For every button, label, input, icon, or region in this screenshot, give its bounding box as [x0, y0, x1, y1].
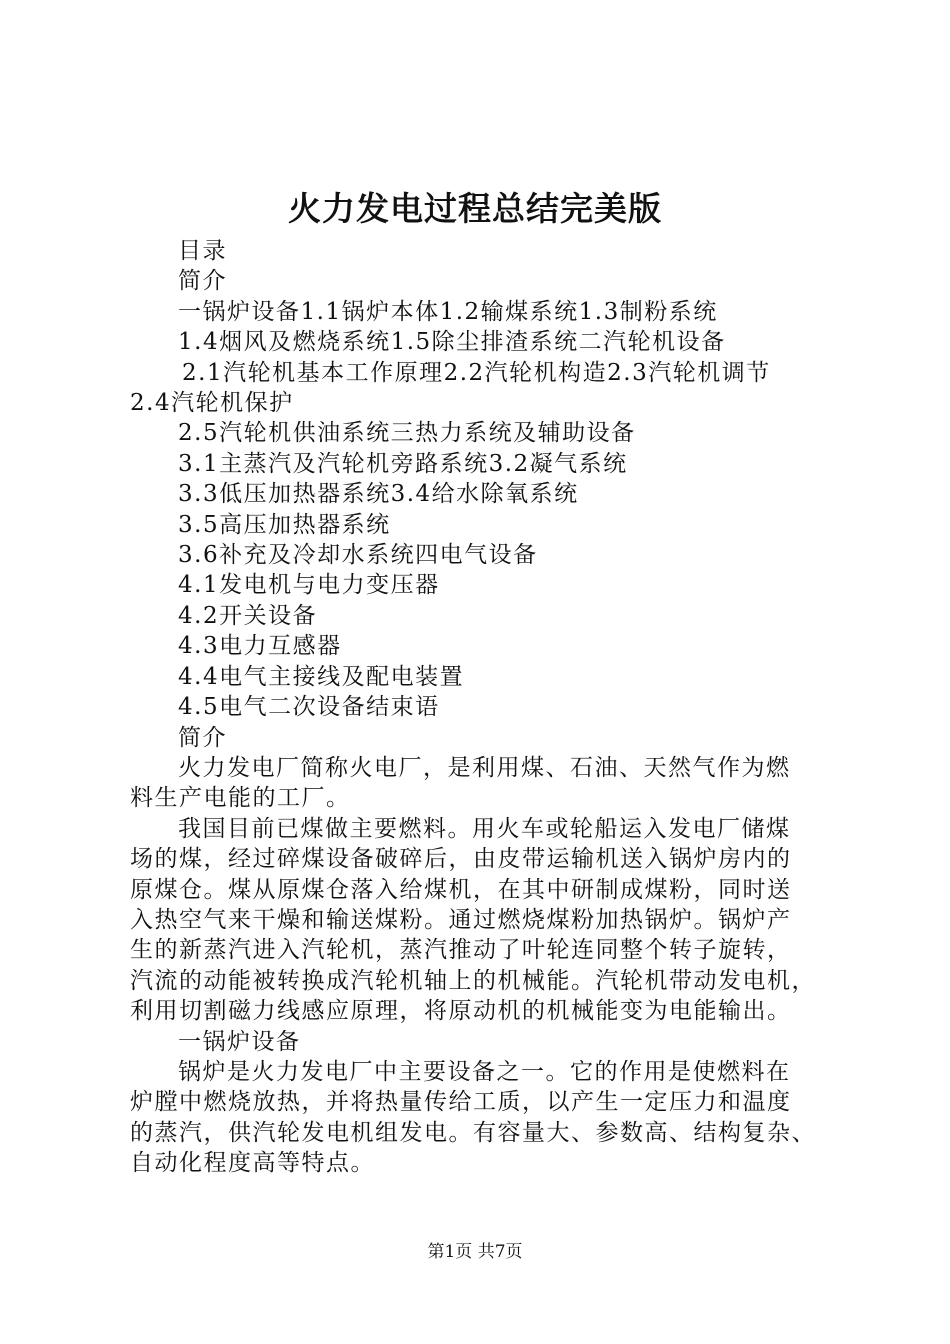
toc-item: 3.1主蒸汽及汽轮机旁路系统3.2凝气系统 [178, 450, 628, 477]
paragraph-line: 入热空气来干燥和输送煤粉。通过燃烧煤粉加热锅炉。锅炉产 [130, 906, 792, 933]
paragraph-line: 利用切割磁力线感应原理，将原动机的机械能变为电能输出。 [130, 998, 792, 1025]
toc-item: 4.5电气二次设备结束语 [178, 694, 440, 721]
toc-item: 2.5汽轮机供油系统三热力系统及辅助设备 [178, 420, 636, 447]
toc-item: 4.2开关设备 [178, 602, 318, 629]
toc-item: 3.6补充及冷却水系统四电气设备 [178, 542, 538, 569]
paragraph-line: 自动化程度高等特点。 [130, 1150, 375, 1177]
paragraph-line: 我国目前已煤做主要燃料。用火车或轮船运入发电厂储煤 [178, 815, 791, 842]
paragraph-line: 场的煤，经过碎煤设备破碎后，由皮带运输机送入锅炉房内的 [130, 846, 792, 873]
page-footer: 第1页 共7页 [427, 1242, 523, 1262]
toc-item: 2.1汽轮机基本工作原理2.2汽轮机构造2.3汽轮机调节 [182, 359, 771, 386]
paragraph-line: 料生产电能的工厂。 [130, 785, 351, 812]
toc-item: 一锅炉设备1.1锅炉本体1.2输煤系统1.3制粉系统 [178, 298, 718, 325]
paragraph-line: 汽流的动能被转换成汽轮机轴上的机械能。汽轮机带动发电机， [130, 967, 816, 994]
toc-item: 1.4烟风及燃烧系统1.5除尘排渣系统二汽轮机设备 [178, 329, 726, 356]
document-body [130, 236, 850, 1179]
paragraph-line: 炉膛中燃烧放热，并将热量传给工质，以产生一定压力和温度 [130, 1089, 792, 1116]
paragraph-line: 火力发电厂简称火电厂，是利用煤、石油、天然气作为燃 [178, 754, 791, 781]
section-heading: 简介 [178, 724, 227, 751]
toc-item: 简介 [178, 268, 227, 295]
paragraph-line: 锅炉是火力发电厂中主要设备之一。它的作用是使燃料在 [178, 1058, 791, 1085]
toc-item: 3.3低压加热器系统3.4给水除氧系统 [178, 481, 579, 508]
toc-item: 4.4电气主接线及配电装置 [178, 663, 465, 690]
paragraph-line: 的蒸汽，供汽轮发电机组发电。有容量大、参数高、结构复杂、 [130, 1119, 816, 1146]
toc-item: 4.3电力互感器 [178, 633, 342, 660]
toc-item: 3.5高压加热器系统 [178, 511, 391, 538]
toc-item: 2.4汽轮机保护 [130, 390, 294, 417]
toc-item: 4.1发电机与电力变压器 [178, 572, 440, 599]
section-heading: 一锅炉设备 [178, 1028, 301, 1055]
paragraph-line: 原煤仓。煤从原煤仓落入给煤机，在其中研制成煤粉，同时送 [130, 876, 792, 903]
document-title: 火力发电过程总结完美版 [288, 189, 662, 228]
paragraph-line: 生的新蒸汽进入汽轮机，蒸汽推动了叶轮连同整个转子旋转， [130, 937, 792, 964]
toc-heading: 目录 [178, 238, 227, 264]
